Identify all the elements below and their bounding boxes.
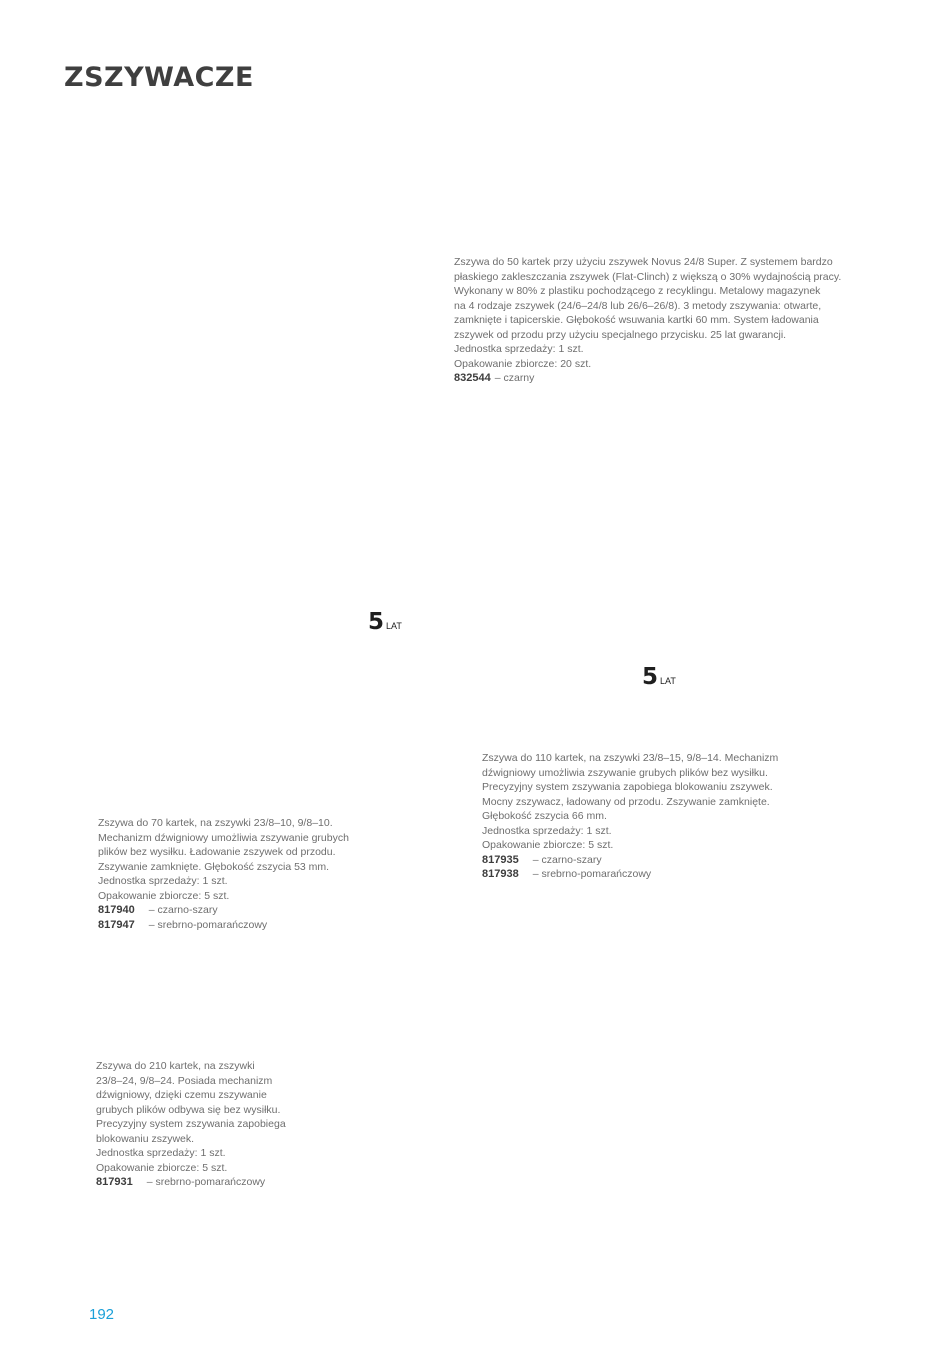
- description-line: Jednostka sprzedaży: 1 szt.: [454, 343, 584, 355]
- description-line: 23/8–24, 9/8–24. Posiada mechanizm: [96, 1074, 273, 1087]
- product-description-text: [482, 751, 778, 853]
- description-line: zamknięte i tapicerskie. Głębokość wsuwania kartki 60 mm. System ładowania: [454, 314, 819, 326]
- description-line: blokowaniu zszywek.: [96, 1132, 195, 1145]
- description-line: dźwigniowy umożliwia zszywanie grubych plików bez wysiłku.: [482, 766, 768, 779]
- description-line: Zszywa do 110 kartek, na zszywki 23/8–15, 9/8–14. Mechanizm: [482, 752, 779, 764]
- page-number: 192: [89, 1306, 115, 1323]
- description-line: Zszywa do 50 kartek przy użyciu zszywek Novus 24/8 Super. Z systemem bardzo: [454, 256, 833, 268]
- description-line: grubych plików odbywa się bez wysiłku.: [96, 1103, 281, 1116]
- product-color: – srebrno-pomarańczowy: [532, 868, 652, 880]
- product-code-row: [482, 853, 778, 868]
- warranty-years: 5: [642, 664, 659, 690]
- product-description-text: [96, 1059, 286, 1175]
- product-code: 817938: [482, 868, 519, 880]
- product-code: 817935: [482, 853, 519, 866]
- description-line: Precyzyjny system zszywania zapobiega blokowaniu zszywek.: [482, 781, 773, 793]
- product-description-817931: [96, 1059, 286, 1190]
- warranty-unit: LAT: [660, 676, 676, 686]
- warranty-badge: [642, 664, 676, 690]
- product-description-817940: [98, 816, 349, 932]
- warranty-badge: [368, 609, 402, 635]
- description-line: plików bez wysiłku. Ładowanie zszywek od przodu.: [98, 846, 336, 858]
- product-code-row: [98, 903, 349, 918]
- page-title: ZSZYWACZE: [64, 62, 254, 93]
- product-code-row: [454, 371, 841, 386]
- product-code: 817947: [98, 918, 135, 931]
- description-line: na 4 rodzaje zszywek (24/6–24/8 lub 26/6–26/8). 3 metody zszywania: otwarte,: [454, 299, 822, 312]
- description-line: Jednostka sprzedaży: 1 szt.: [96, 1147, 226, 1159]
- product-color: – czarny: [494, 372, 535, 384]
- warranty-unit: LAT: [386, 621, 402, 631]
- product-description-832544: [454, 255, 841, 386]
- product-code: 832544: [454, 372, 491, 384]
- product-color: – czarno-szary: [148, 904, 218, 916]
- description-line: dźwigniowy, dzięki czemu zszywanie: [96, 1089, 267, 1101]
- description-line: Zszywanie zamknięte. Głębokość zszycia 53 mm.: [98, 860, 330, 873]
- warranty-years: 5: [368, 609, 385, 635]
- description-line: Głębokość zszycia 66 mm.: [482, 810, 607, 822]
- description-line: Precyzyjny system zszywania zapobiega: [96, 1118, 286, 1130]
- description-line: Wykonany w 80% z plastiku pochodzącego z recyklingu. Metalowy magazynek: [454, 285, 821, 297]
- product-description-text: [98, 816, 349, 903]
- description-line: Mocny zszywacz, ładowany od przodu. Zszywanie zamknięte.: [482, 795, 770, 808]
- description-line: Mechanizm dźwigniowy umożliwia zszywanie grubych: [98, 831, 349, 844]
- description-line: Jednostka sprzedaży: 1 szt.: [98, 875, 228, 887]
- product-description-text: [454, 255, 841, 371]
- description-line: Opakowanie zbiorcze: 5 szt.: [96, 1161, 228, 1174]
- product-code-row: [98, 918, 349, 933]
- product-color: – czarno-szary: [532, 853, 602, 866]
- product-code-row: [482, 867, 778, 882]
- product-code: 817940: [98, 904, 135, 916]
- description-line: płaskiego zakleszczania zszywek (Flat-Clinch) z większą o 30% wydajnością pracy.: [454, 270, 842, 283]
- description-line: Opakowanie zbiorcze: 20 szt.: [454, 357, 592, 370]
- description-line: Zszywa do 70 kartek, na zszywki 23/8–10, 9/8–10.: [98, 817, 333, 829]
- description-line: Zszywa do 210 kartek, na zszywki: [96, 1060, 255, 1072]
- product-code: 817931: [96, 1176, 133, 1188]
- description-line: zszywek od przodu przy użyciu specjalnego przycisku. 25 lat gwarancji.: [454, 328, 787, 341]
- description-line: Opakowanie zbiorcze: 5 szt.: [482, 839, 614, 851]
- product-description-817935: [482, 751, 778, 882]
- product-color: – srebrno-pomarańczowy: [148, 918, 268, 931]
- product-color: – srebrno-pomarańczowy: [146, 1176, 266, 1188]
- description-line: Jednostka sprzedaży: 1 szt.: [482, 824, 612, 837]
- description-line: Opakowanie zbiorcze: 5 szt.: [98, 889, 230, 902]
- product-code-row: [96, 1175, 286, 1190]
